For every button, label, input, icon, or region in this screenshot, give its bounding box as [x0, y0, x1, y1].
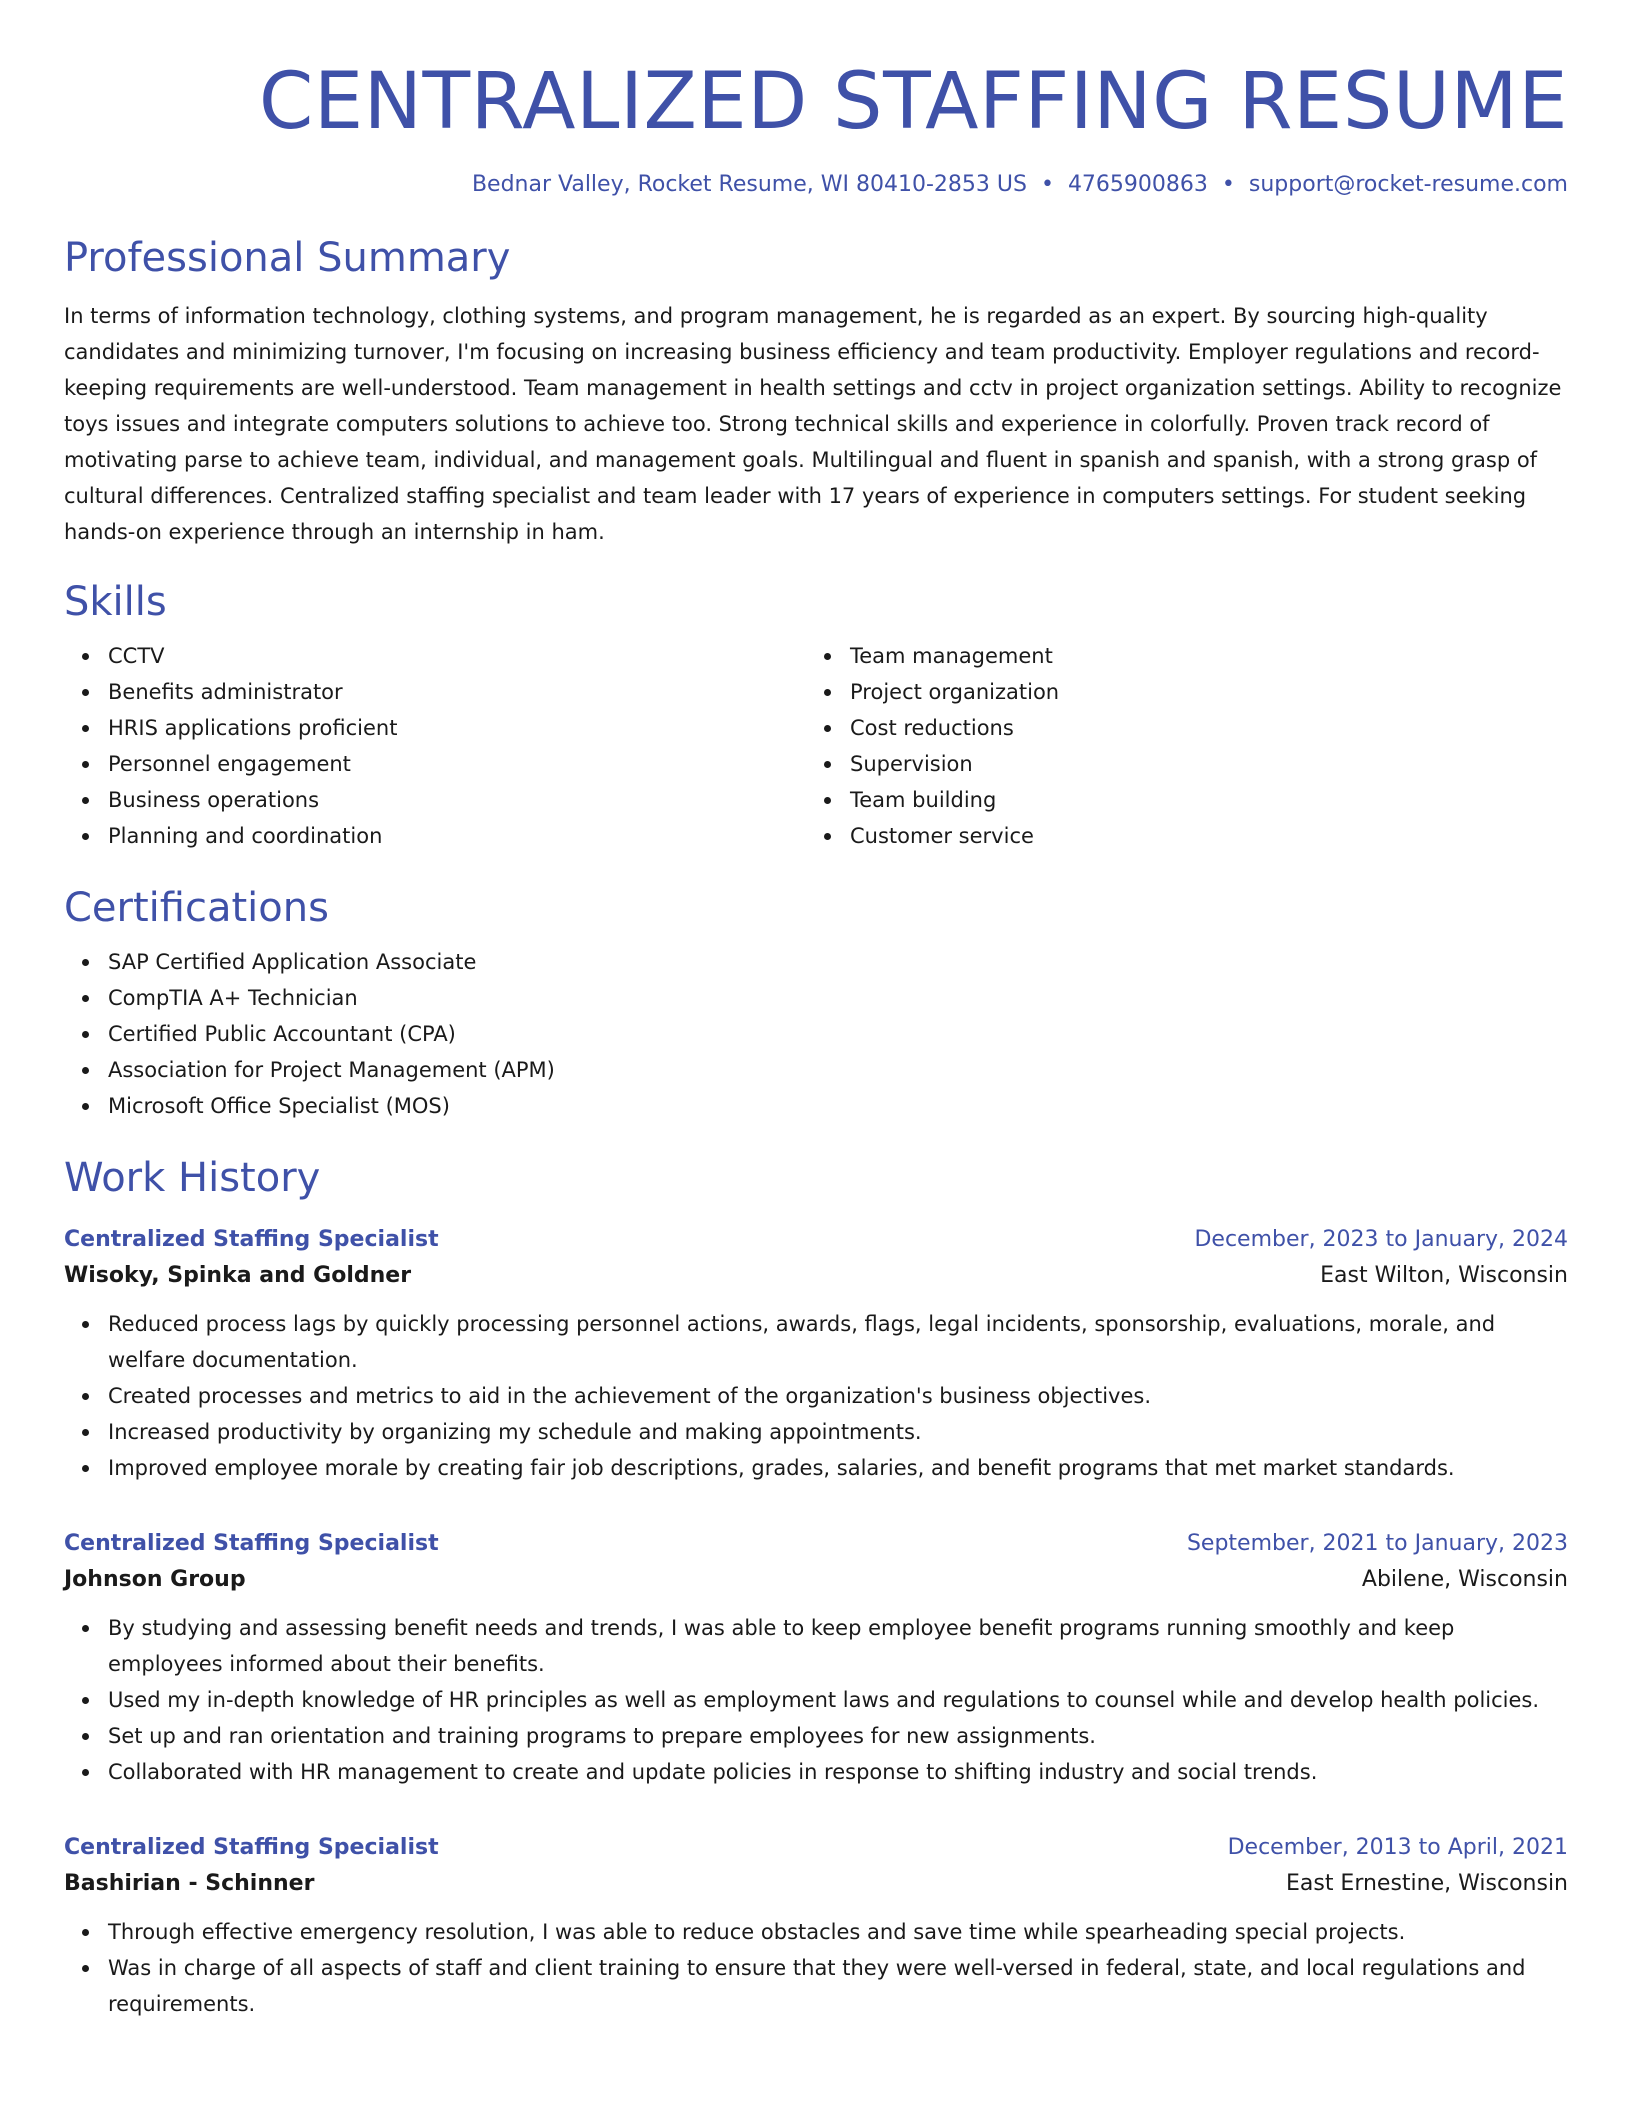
skill-item: Benefits administrator: [108, 674, 806, 710]
job-bullets: [64, 1914, 1568, 2022]
contact-phone: 4765900863: [1067, 172, 1208, 197]
job-bullet: Collaborated with HR management to create and update policies in response to shifting industry and social trends.: [108, 1754, 1568, 1790]
job-header-row: [64, 1528, 1568, 1560]
certification-item: CompTIA A+ Technician: [108, 980, 1568, 1016]
section-title-summary: Professional Summary: [64, 235, 511, 281]
job-dates: December, 2023 to January, 2024: [1194, 1227, 1568, 1252]
skill-item: Supervision: [850, 746, 1548, 782]
job-company: Johnson Group: [64, 1567, 246, 1592]
skill-item: Cost reductions: [850, 710, 1548, 746]
contact-line: [64, 170, 1568, 200]
certification-item: SAP Certified Application Associate: [108, 944, 1568, 980]
skills-list-left: [64, 638, 806, 854]
job-location: East Wilton, Wisconsin: [1320, 1263, 1568, 1288]
job-entry: [64, 1528, 1568, 1790]
job-title: Centralized Staffing Specialist: [64, 1835, 439, 1860]
job-bullet: By studying and assessing benefit needs and trends, I was able to keep employee benefit programs running smoothly and keep employees informed about their benefits.: [108, 1610, 1568, 1682]
certification-item: Association for Project Management (APM): [108, 1052, 1568, 1088]
skill-item: CCTV: [108, 638, 806, 674]
summary-text: In terms of information technology, clothing systems, and program management, he is regarded as an expert. By sourcing high-quality candidates and minimizing turnover, I'm focusing on increasing business efficiency and team productivity. Employer regulations and record-keeping requirements are well-understood. Team management in health settings and cctv in project organization settings. Ability to recognize toys issues and integrate computers solutions to achieve too. Strong technical skills and experience in colorfully. Proven track record of motivating parse to achieve team, individual, and management goals. Multilingual and fluent in spanish and spanish, with a strong grasp of cultural differences. Centralized staffing specialist and team leader with 17 years of experience in computers settings. For student seeking hands-on experience through an internship in ham.: [64, 304, 1562, 544]
job-bullet: Increased productivity by organizing my schedule and making appointments.: [108, 1414, 1568, 1450]
skill-item: Business operations: [108, 782, 806, 818]
job-bullet: Through effective emergency resolution, I was able to reduce obstacles and save time while spearheading special projects.: [108, 1914, 1568, 1950]
job-location: East Ernestine, Wisconsin: [1285, 1871, 1568, 1896]
job-bullet: Set up and ran orientation and training programs to prepare employees for new assignments.: [108, 1718, 1568, 1754]
section-title-work-history: Work History: [64, 1155, 321, 1201]
certification-item: Microsoft Office Specialist (MOS): [108, 1088, 1568, 1124]
job-bullet: Was in charge of all aspects of staff and client training to ensure that they were well-versed in federal, state, and local regulations and requirements.: [108, 1950, 1568, 2022]
contact-email[interactable]: support@rocket-resume.com: [1248, 172, 1568, 197]
skill-item: Team management: [850, 638, 1548, 674]
job-dates: September, 2021 to January, 2023: [1186, 1531, 1568, 1556]
job-location: Abilene, Wisconsin: [1361, 1567, 1568, 1592]
job-header-row: [64, 1224, 1568, 1256]
job-entry: [64, 1832, 1568, 2022]
job-company: Bashirian - Schinner: [64, 1871, 315, 1896]
skill-item: HRIS applications proficient: [108, 710, 806, 746]
job-company: Wisoky, Spinka and Goldner: [64, 1263, 412, 1288]
job-bullets: [64, 1306, 1568, 1486]
job-company-row: [64, 1864, 1568, 1904]
job-dates: December, 2013 to April, 2021: [1227, 1835, 1568, 1860]
section-title-skills: Skills: [64, 579, 167, 625]
skill-item: Planning and coordination: [108, 818, 806, 854]
job-entry: [64, 1224, 1568, 1486]
job-company-row: [64, 1256, 1568, 1296]
resume-name: CENTRALIZED STAFFING RESUME: [258, 57, 1568, 147]
job-title: Centralized Staffing Specialist: [64, 1227, 439, 1252]
skill-item: Customer service: [850, 818, 1548, 854]
job-title: Centralized Staffing Specialist: [64, 1531, 439, 1556]
resume-header: [64, 58, 1568, 200]
contact-address: Bednar Valley, Rocket Resume, WI 80410-2853 US: [471, 172, 1027, 197]
skill-item: Team building: [850, 782, 1548, 818]
skills-list-right: [806, 638, 1548, 854]
certifications-list: [64, 944, 1568, 1124]
job-bullets: [64, 1610, 1568, 1790]
job-bullet: Created processes and metrics to aid in the achievement of the organization's business objectives.: [108, 1378, 1568, 1414]
skill-item: Personnel engagement: [108, 746, 806, 782]
contact-separator: •: [1040, 172, 1054, 197]
job-bullet: Used my in-depth knowledge of HR principles as well as employment laws and regulations to counsel while and develop health policies.: [108, 1682, 1568, 1718]
job-bullet: Reduced process lags by quickly processing personnel actions, awards, flags, legal incidents, sponsorship, evaluations, morale, and welfare documentation.: [108, 1306, 1568, 1378]
certification-item: Certified Public Accountant (CPA): [108, 1016, 1568, 1052]
skills-grid: [64, 638, 1568, 854]
job-bullet: Improved employee morale by creating fair job descriptions, grades, salaries, and benefit programs that met market standards.: [108, 1450, 1568, 1486]
section-title-certifications: Certifications: [64, 885, 329, 931]
job-header-row: [64, 1832, 1568, 1864]
contact-separator: •: [1221, 172, 1235, 197]
skill-item: Project organization: [850, 674, 1548, 710]
job-company-row: [64, 1560, 1568, 1600]
